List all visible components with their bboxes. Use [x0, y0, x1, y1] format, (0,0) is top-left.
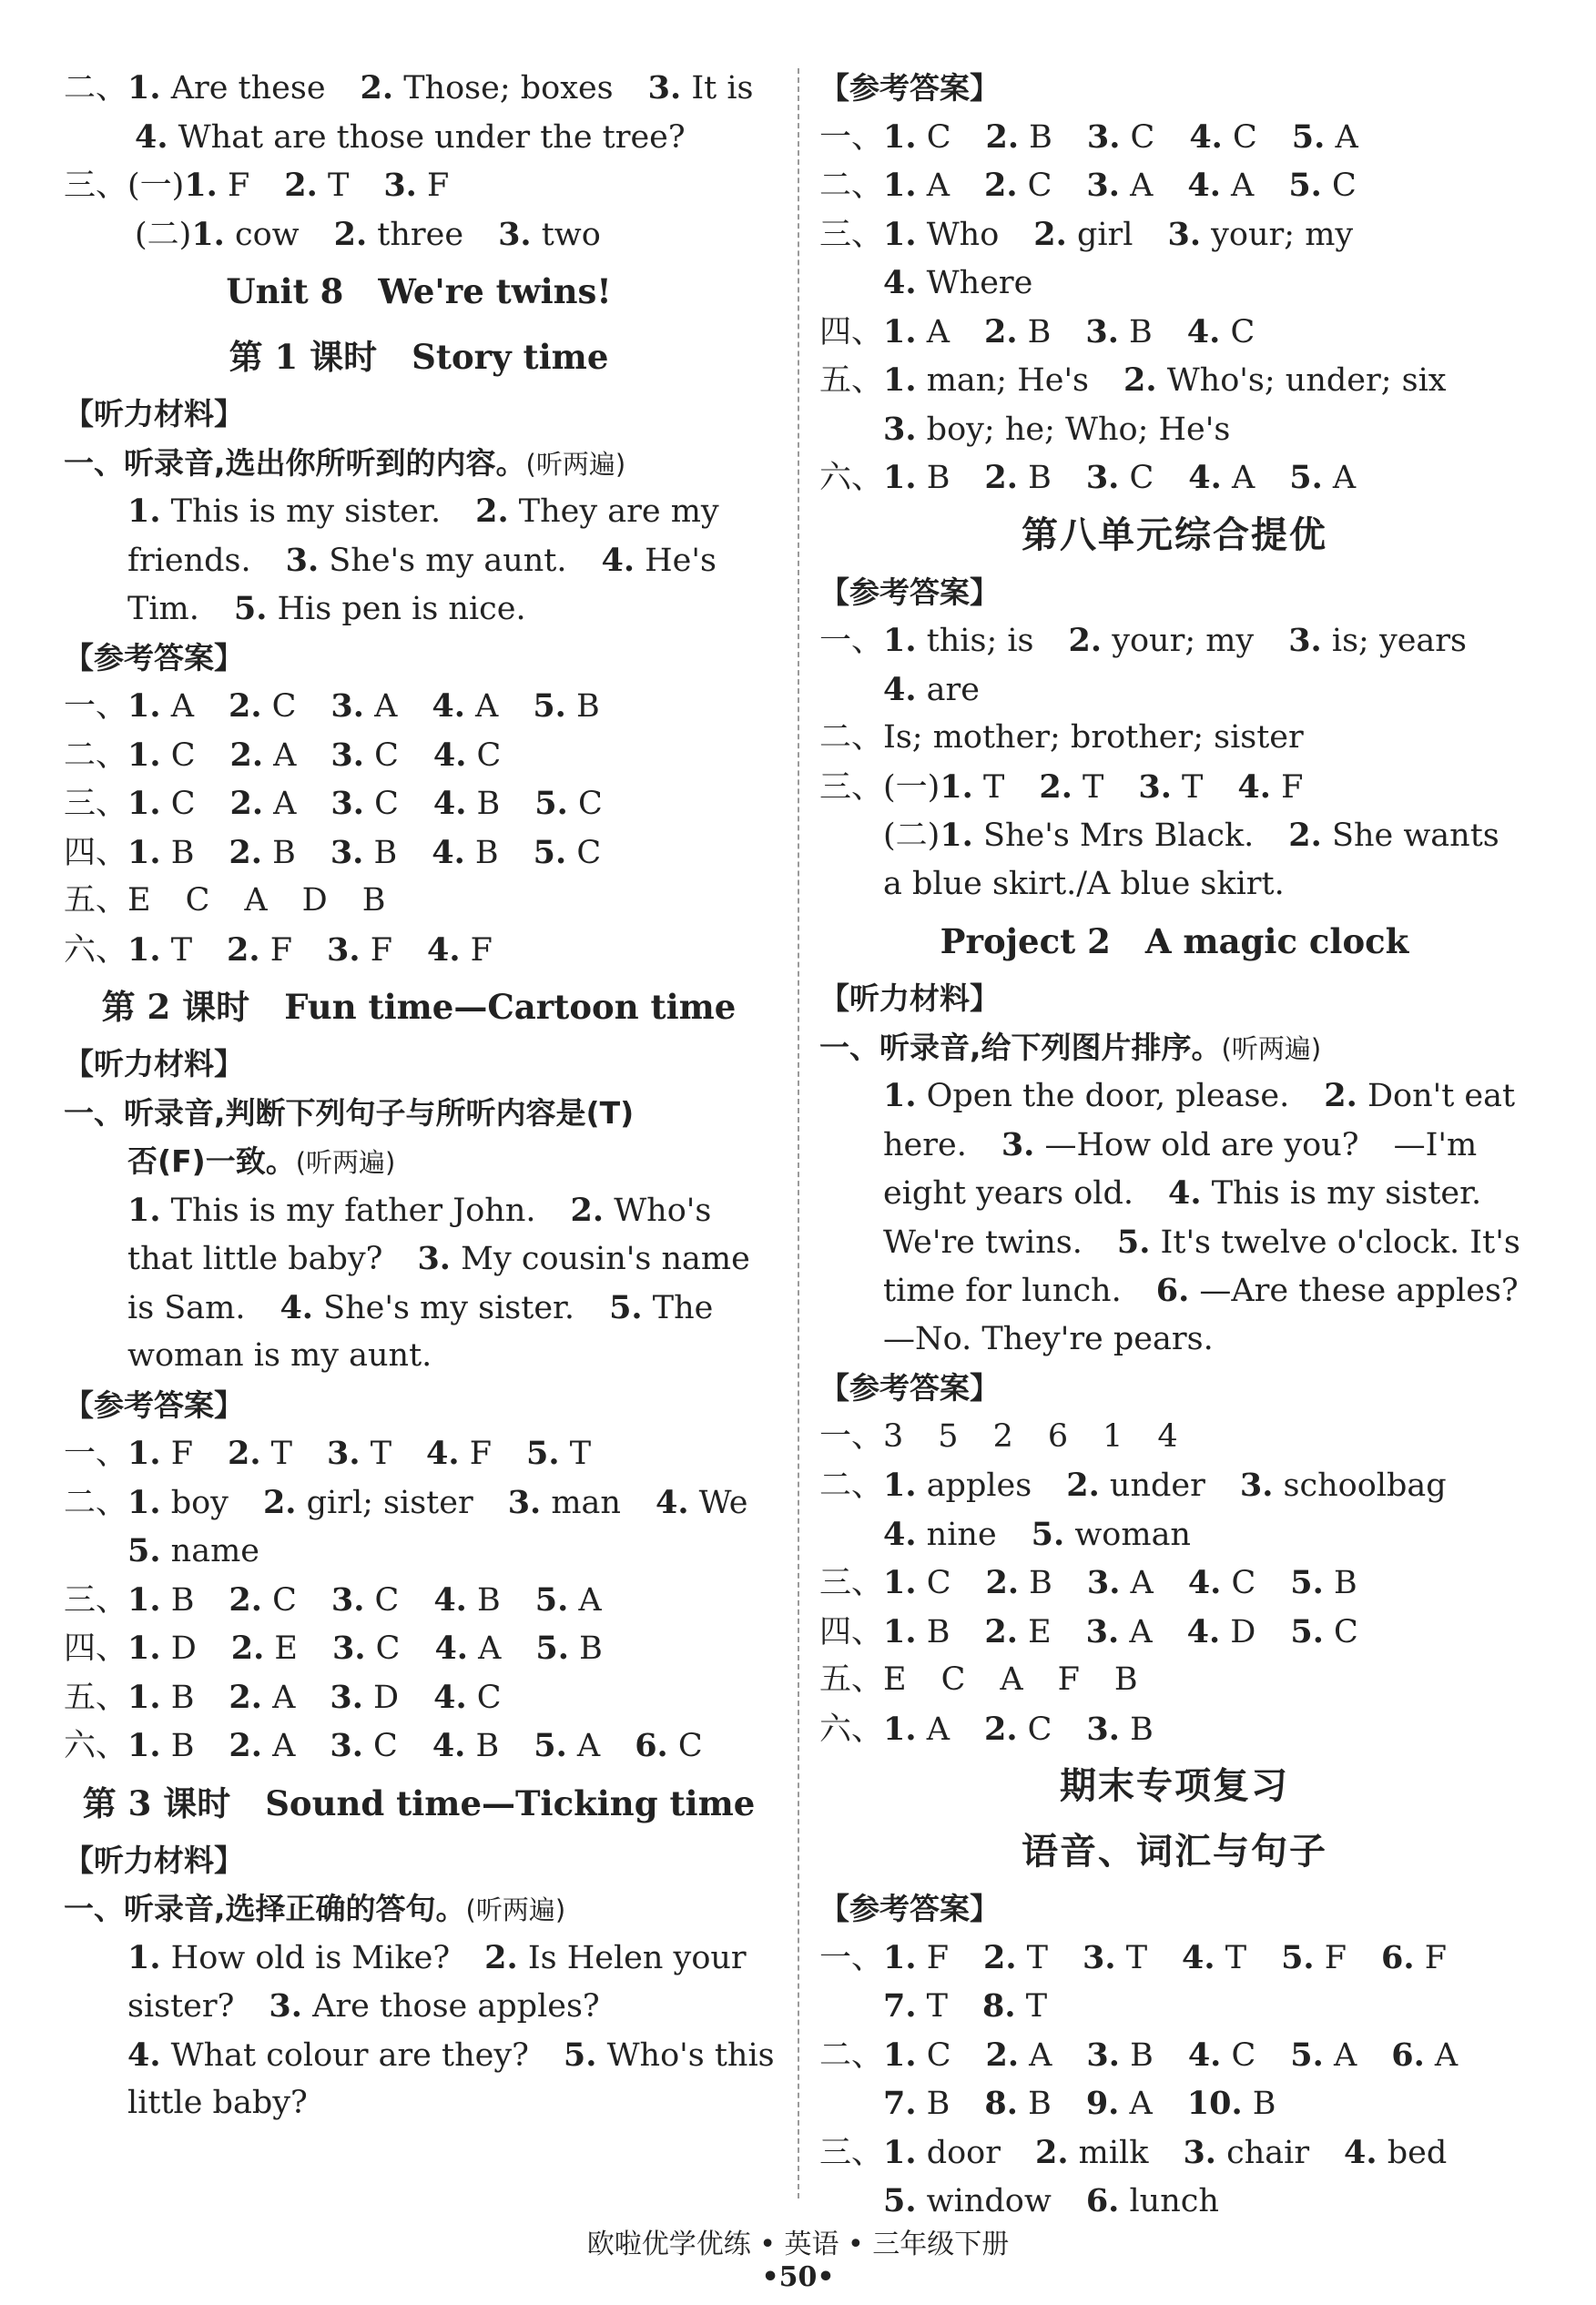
- text-line: 三、1. Who 2. girl 3. your; my: [819, 215, 1354, 253]
- text-line: is Sam. 4. She's my sister. 5. The: [127, 1288, 714, 1326]
- text-line: friends. 3. She's my aunt. 4. He's: [127, 541, 717, 579]
- text-line: 四、1. B 2. B 3. B 4. B 5. C: [64, 833, 602, 871]
- text-line: sister? 3. Are those apples?: [127, 1987, 600, 2025]
- text-line: 【听力材料】: [64, 1046, 244, 1081]
- section-heading: Project 2 A magic clock: [940, 921, 1409, 961]
- text-line: 【听力材料】: [64, 396, 244, 432]
- text-line: 一、1. A 2. C 3. A 4. A 5. B: [64, 687, 600, 725]
- text-line: 7. B 8. B 9. A 10. B: [883, 2085, 1276, 2122]
- text-line: 【参考答案】: [819, 1891, 1000, 1926]
- text-line: 【参考答案】: [819, 574, 1000, 610]
- text-line: 二、1. Are these 2. Those; boxes 3. It is: [64, 69, 754, 107]
- text-line: Tim. 5. His pen is nice.: [127, 590, 526, 627]
- text-line: 5. window 6. lunch: [883, 2182, 1219, 2219]
- text-line: 【参考答案】: [819, 1370, 1000, 1406]
- text-line: 三、(一)1. T 2. T 3. T 4. F: [819, 767, 1304, 806]
- text-line: 一、1. F 2. T 3. T 4. F 5. T: [64, 1435, 592, 1472]
- text-line: 一、3 5 2 6 1 4: [819, 1417, 1178, 1455]
- text-line: 六、1. A 2. C 3. B: [819, 1710, 1154, 1748]
- section-heading: 语音、词汇与句子: [1022, 1831, 1327, 1873]
- text-line: 一、听录音,判断下列句子与所听内容是(T): [64, 1094, 635, 1131]
- text-line: 五、1. B 2. A 3. D 4. C: [64, 1678, 502, 1716]
- text-line: 【参考答案】: [64, 1386, 244, 1423]
- text-line: 二、1. C 2. A 3. B 4. C 5. A 6. A: [819, 2036, 1459, 2074]
- section-heading: 第八单元综合提优: [1022, 513, 1327, 556]
- text-line: 否(F)一致。(听两遍): [127, 1143, 396, 1179]
- text-line: 4. nine 5. woman: [883, 1515, 1191, 1553]
- text-line: 五、E C A D B: [64, 882, 386, 919]
- text-line: 四、1. D 2. E 3. C 4. A 5. B: [64, 1630, 603, 1667]
- text-line: 一、1. F 2. T 3. T 4. T 5. F 6. F: [819, 1938, 1448, 1976]
- text-line: 1. This is my father John. 2. Who's: [127, 1191, 712, 1229]
- text-line: 五、1. man; He's 2. Who's; under; six: [819, 361, 1447, 399]
- page-number: •50•: [761, 2261, 835, 2293]
- text-line: 1. This is my sister. 2. They are my: [127, 492, 719, 530]
- text-line: woman is my aunt.: [127, 1337, 432, 1374]
- text-line: We're twins. 5. It's twelve o'clock. It's: [883, 1223, 1520, 1261]
- text-line: little baby?: [127, 2085, 308, 2121]
- text-line: 【听力材料】: [819, 980, 1000, 1016]
- text-line: 一、1. C 2. B 3. C 4. C 5. A: [819, 117, 1358, 156]
- text-line: (二)1. She's Mrs Black. 2. She wants: [883, 817, 1499, 854]
- right-column: [819, 64, 1530, 2226]
- text-line: 一、听录音,选出你所听到的内容。(听两遍): [64, 444, 626, 481]
- text-line: 四、1. A 2. B 3. B 4. C: [819, 312, 1255, 350]
- section-heading: 第 3 课时 Sound time—Ticking time: [82, 1782, 756, 1823]
- text-line: 7. T 8. T: [883, 1987, 1048, 2025]
- text-line: 二、Is; mother; brother; sister: [819, 719, 1304, 756]
- text-line: 4. What colour are they? 5. Who's this: [127, 2036, 775, 2074]
- section-heading: Unit 8 We're twins!: [226, 271, 612, 311]
- text-line: 1. Open the door, please. 2. Don't eat: [883, 1077, 1516, 1114]
- text-line: (二)1. cow 2. three 3. two: [135, 215, 601, 253]
- section-heading: 期末专项复习: [1060, 1765, 1289, 1807]
- text-line: time for lunch. 6. —Are these apples?: [883, 1272, 1519, 1309]
- text-line: 一、1. this; is 2. your; my 3. is; years: [819, 622, 1467, 659]
- text-line: 二、1. boy 2. girl; sister 3. man 4. We: [64, 1483, 748, 1521]
- text-line: 4. What are those under the tree?: [135, 117, 686, 156]
- text-line: 三、1. C 2. B 3. A 4. C 5. B: [819, 1564, 1357, 1601]
- text-line: 六、1. B 2. B 3. C 4. A 5. A: [819, 459, 1357, 496]
- text-line: here. 3. —How old are you? —I'm: [883, 1125, 1478, 1163]
- text-line: —No. They're pears.: [883, 1320, 1214, 1357]
- text-line: 1. How old is Mike? 2. Is Helen your: [127, 1938, 747, 1976]
- section-heading: 第 2 课时 Fun time—Cartoon time: [101, 987, 737, 1027]
- text-line: 三、1. door 2. milk 3. chair 4. bed: [819, 2133, 1448, 2171]
- text-line: eight years old. 4. This is my sister.: [883, 1174, 1482, 1212]
- section-heading: 第 1 课时 Story time: [229, 337, 609, 377]
- text-line: 4. are: [883, 670, 980, 708]
- text-line: 三、1. B 2. C 3. C 4. B 5. A: [64, 1580, 602, 1619]
- text-line: 四、1. B 2. E 3. A 4. D 5. C: [819, 1612, 1358, 1650]
- text-line: 二、1. C 2. A 3. C 4. C: [64, 736, 502, 774]
- text-line: 二、1. apples 2. under 3. schoolbag: [819, 1467, 1447, 1504]
- text-line: a blue skirt./A blue skirt.: [883, 865, 1285, 902]
- text-line: 3. boy; he; Who; He's: [883, 410, 1231, 448]
- left-column: [64, 64, 774, 2128]
- text-line: 【参考答案】: [819, 70, 1000, 106]
- footer-book-title: 欧啦优学优练 • 英语 • 三年级下册: [586, 2229, 1010, 2260]
- text-line: 三、1. C 2. A 3. C 4. B 5. C: [64, 785, 603, 822]
- text-line: 一、听录音,选择正确的答句。(听两遍): [64, 1891, 566, 1926]
- column-divider: [798, 68, 799, 2198]
- text-line: 【参考答案】: [64, 639, 244, 675]
- text-line: 六、1. B 2. A 3. C 4. B 5. A 6. C: [64, 1727, 703, 1764]
- text-line: 三、(一)1. F 2. T 3. F: [64, 167, 450, 204]
- text-line: that little baby? 3. My cousin's name: [127, 1240, 750, 1277]
- text-line: 六、1. T 2. F 3. F 4. F: [64, 930, 493, 969]
- text-line: 4. Where: [883, 264, 1033, 301]
- text-line: 一、听录音,给下列图片排序。(听两遍): [819, 1029, 1322, 1065]
- text-line: 【听力材料】: [64, 1842, 244, 1878]
- text-line: 二、1. A 2. C 3. A 4. A 5. C: [819, 167, 1357, 204]
- text-line: 5. name: [127, 1532, 259, 1569]
- text-line: 五、E C A F B: [819, 1661, 1138, 1698]
